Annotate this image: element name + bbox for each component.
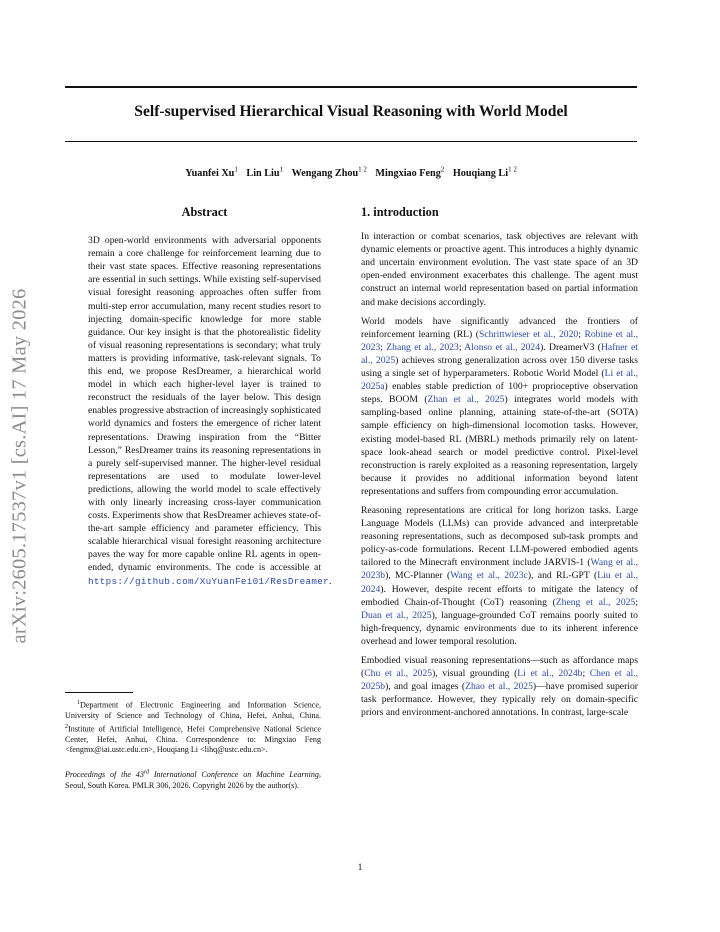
citation-link[interactable]: Hafner et al., 2025 [361,341,638,366]
citation-link[interactable]: Wang et al., 2023c [450,570,528,582]
arxiv-identifier-stamp: arXiv:2605.17537v1 [cs.AI] 17 May 2026 [8,288,31,644]
author: Yuanfei Xu$^1$ [185,166,238,180]
citation-link[interactable]: Zhan et al., 2025 [427,394,505,406]
citation-link[interactable]: Zhao et al., 2025 [465,681,533,693]
citation-link[interactable]: Li et al., 2024b [517,668,583,680]
left-column [88,205,332,588]
citation-link[interactable]: Schrittwieser et al., 2020 [478,328,579,340]
intro-paragraph: In interaction or combat scenarios, task objectives are relevant with dynamic elements or proactive agent. This introduces a highly dynamic and uncertain environment evolution. The vast state space of an 3D open-ended environment exacerbates this challenge. The agent must construct an internal world representation based on partial information and make decisions accordingly. [361,231,638,308]
citation-link[interactable]: Zheng et al., 2025 [555,596,636,608]
author: Wengang Zhou$^{1 2}$ [291,166,367,180]
author: Lin Liu$^1$ [246,166,284,180]
citation-link[interactable]: Li et al., 2025a [361,368,639,393]
footnotes [65,692,321,791]
intro-paragraph: Embodied visual reasoning representations—such as affordance maps (Chu et al., 2025), visual grounding (Li et al., 2024b; Chen et al., 2025b), and goal images (Zhao et al., 2025)—have promised superior task performance. However, they typically rely on domain-specific priors and environment-anchored annotations. In contrast, large-scale [361,655,638,719]
citation-link[interactable]: Wang et al., 2023b [361,557,639,582]
author-list [65,166,637,179]
paper-title: Self-supervised Hierarchical Visual Reasoning with World Model [134,103,568,120]
affiliation-footnote: $^1$Department of Electronic Engineering and Information Science, University of Science and Technology of China, Hefei, Anhui, China. $^2$Institute of Artificial Intelligence, Hefei Comprehensive National Science Center, Hefei, Anhui, China. Correspondence to: Mingxiao Feng <fengmx@iai.ustc.edu.cn>, Houqiang Li <lihq@ustc.edu.cn>. [65,700,321,754]
author: Mingxiao Feng$^2$ [375,166,445,180]
citation-link[interactable]: Robine et al., 2023 [361,328,638,353]
right-column [361,206,638,719]
title-bottom-rule [65,141,637,142]
citation-link[interactable]: Zhang et al., 2023 [386,341,459,353]
citation-link[interactable]: Liu et al., 2024 [361,570,639,595]
code-repository-link[interactable]: https://github.com/XuYuanFei01/ResDreamer [88,575,330,587]
footnote-divider [65,692,133,693]
intro-paragraph: Reasoning representations are critical for long horizon tasks. Large Language Models (LLMs) can provide advanced and interpretable reasoning representations, such as decomposed sub-task prompts and policy-as-code formulations. Recent LLM-powered embodied agents tailored to the Minecraft environment include JARVIS-1 (Wang et al., 2023b), MC-Planner (Wang et al., 2023c), and RL-GPT (Liu et al., 2024). However, despite recent efforts to mitigate the latency of embodied Chain-of-Thought (CoT) reasoning (Zheng et al., 2025; Duan et al., 2025), language-grounded CoT remains poorly suited to high-frequency, dynamic environments due to its inherent inference overhead and lower temporal resolution. [361,504,639,647]
citation-link[interactable]: Chen et al., 2025b [361,668,638,693]
citation-link[interactable]: Duan et al., 2025 [361,609,432,621]
citation-link[interactable]: Chu et al., 2025 [364,668,433,680]
abstract-heading: Abstract [181,205,228,219]
author: Houqiang $Li^{1 2}$ [452,166,517,180]
intro-paragraph: World models have significantly advanced the frontiers of reinforcement learning (RL) (Schrittwieser et al., 2020; Robine et al., 2023; Zhang et al., 2023; Alonso et al., 2024). DreamerV3 (Hafner et al., 2025) achieves strong generalization across over 150 diverse tasks using a single set of hyperparameters. Robotic World Model (Li et al., 2025a) enables stable prediction of 100+ proprioceptive observation steps. BOOM (Zhan et al., 2025) integrates world models with sampling-based online planning, attaining state-of-the-art (SOTA) sample efficiency on high-dimensional locomotion tasks. However, existing model-based RL (MBRL) methods primarily rely on latent-space look-ahead search or model predictive control. Pixel-level reconstruction is rarely exploited as a reasoning representation, largely because it provides no additional information beyond latent representations and suffers from compounding error accumulation. [361,315,639,497]
introduction-heading: 1. introduction [361,205,439,219]
proceedings-notice: Proceedings of the 43rd International Conference on Machine Learning, Seoul, South Korea. PMLR 306, 2026. Copyright 2026 by the author(s). [65,769,321,790]
page-number: 1 [357,862,363,873]
abstract-body: 3D open-world environments with adversarial opponents remain a core challenge for reinforcement learning due to their vast state spaces. Effective reasoning representations are essential in such settings. While existing self-supervised visual foresight reasoning approaches often suffer from multi-step error accumulation, many recent studies resort to injecting domain-specific knowledge for more stable guidance. Our key insight is that the photorealistic fidelity of visual reasoning representations is secondary; what truly matters is providing informative, task-relevant signals. To this end, we propose ResDreamer, a hierarchical world model in which each higher-level layer is trained to reconstruct the residuals of the layer below. This design enables progressive abstraction of increasingly sophisticated world dynamics and fosters the emergence of richer latent representations. Drawing inspiration from the “Bitter Lesson,” ResDreamer trains its reasoning representations in a purely self-supervised manner. The higher-level residual representations are used to modulate lower-level predictions, allowing the world model to scale effectively with only linearly increasing cross-layer communication costs. Experiments show that ResDreamer achieves state-of-the-art sample efficiency and parameter efficiency. This scalable hierarchical visual foresight reasoning architecture paves the way for more capable online RL agents in open-ended, dynamic environments. The code is accessible at https://github.com/XuYuanFei01/ResDreamer. [88,235,332,587]
title-top-rule [65,86,637,88]
citation-link[interactable]: Alonso et al., 2024 [464,341,541,353]
